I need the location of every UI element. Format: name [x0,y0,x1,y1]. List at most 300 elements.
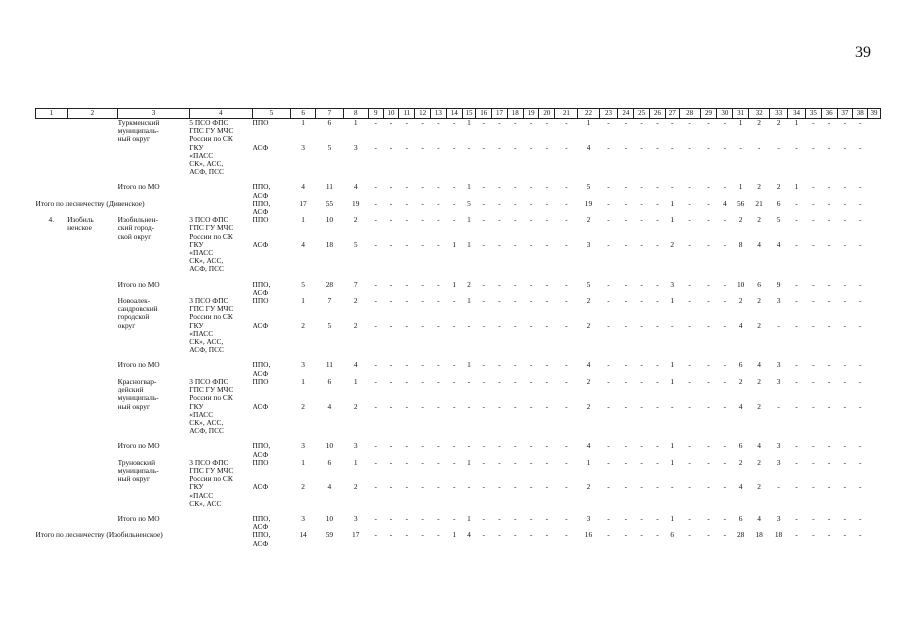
value-cell [415,127,431,135]
formation-type-cell: ППО [252,216,269,225]
value-cell: - [843,280,847,289]
value-cell [507,305,523,313]
value-cell [733,500,749,508]
value-cell [679,135,700,143]
value-cell: - [827,321,831,330]
value-cell [523,540,539,548]
value-cell [650,451,666,459]
value-cell: - [624,240,628,249]
value-cell [679,540,700,548]
value-cell [853,475,868,483]
forestry-cell [67,500,118,508]
value-cell [650,370,666,378]
value-cell: 3 [301,442,305,451]
value-cell [679,289,700,297]
value-cell [717,475,733,483]
column-number: 27 [665,109,679,119]
forestry-cell [67,208,118,216]
value-cell [399,338,415,346]
value-cell [507,208,523,216]
value-cell [805,249,821,257]
value-cell: - [529,280,533,289]
value-cell [837,330,853,338]
formation-type-cell: ППО [252,297,269,306]
row-number-cell [36,305,68,313]
table-row [36,459,881,467]
value-cell [290,411,315,419]
value-cell: - [795,321,798,330]
value-cell: - [514,143,517,152]
value-cell: - [607,297,610,306]
value-cell [476,257,492,265]
value-cell [821,135,837,143]
value-cell: - [843,199,847,208]
value-cell: - [514,531,517,540]
value-cell [446,427,462,435]
value-cell [492,394,508,402]
value-cell [599,346,618,354]
value-cell: - [812,458,815,467]
value-cell [788,127,806,135]
value-cell [634,127,650,135]
value-cell [770,475,788,483]
value-cell: - [688,442,691,451]
value-cell: - [843,402,847,411]
value-cell [650,386,666,394]
value-cell [805,427,821,435]
value-cell [578,152,599,160]
value-cell [290,467,315,475]
value-cell: - [723,118,727,127]
value-cell [700,523,717,531]
column-number: 12 [415,109,431,119]
value-cell [700,265,717,273]
value-cell: 2 [757,297,761,306]
formation-type-cell [253,346,291,354]
value-cell [853,265,868,273]
value-cell [618,152,634,160]
value-cell: - [795,458,798,467]
value-cell [507,313,523,321]
value-cell [788,346,806,354]
value-cell [717,152,733,160]
value-cell [788,135,806,143]
value-cell [399,451,415,459]
value-cell [343,127,368,135]
value-cell [383,370,399,378]
value-cell [837,313,853,321]
formation-type-cell: АСФ [252,450,269,459]
spacer-row [36,435,881,442]
value-cell: - [389,240,393,249]
row-number-cell [36,442,68,450]
value-cell [749,492,770,500]
value-cell [290,500,315,508]
value-cell [290,168,315,176]
value-cell [399,224,415,232]
value-cell [383,152,399,160]
value-cell [599,427,618,435]
value-cell: - [795,240,798,249]
value-cell: - [389,514,393,523]
value-cell [770,257,788,265]
forestry-cell [67,330,118,338]
value-cell: - [452,402,456,411]
value-cell [634,265,650,273]
value-cell: 17 [299,199,307,208]
value-cell [368,370,383,378]
value-cell: - [482,377,485,386]
value-cell [634,427,650,435]
column-number: 6 [290,109,315,119]
value-cell [343,265,368,273]
value-cell [492,313,508,321]
value-cell [837,500,853,508]
formation-type-cell [253,313,291,321]
value-cell: - [437,118,440,127]
value-cell [399,427,415,435]
value-cell [539,523,555,531]
value-cell [383,523,399,531]
value-cell: 2 [467,280,471,289]
formation-type-cell: ППО [252,458,269,467]
value-cell [539,313,555,321]
unit-cell: ГПС ГУ МЧС [189,305,234,314]
municipality-cell [118,208,190,216]
forestry-cell [67,168,118,176]
forestry-cell [67,135,118,143]
value-cell [618,467,634,475]
value-cell: - [795,280,798,289]
value-cell [578,265,599,273]
value-cell: - [529,361,533,370]
value-cell: - [452,297,456,306]
value-cell [805,394,821,402]
value-cell [539,346,555,354]
value-cell [462,313,476,321]
value-cell [868,386,881,394]
column-number: 10 [383,109,399,119]
value-cell [805,523,821,531]
value-cell [343,168,368,176]
value-cell [749,289,770,297]
value-cell: - [812,442,815,451]
value-cell [733,492,749,500]
value-cell: 3 [353,442,358,451]
forestry-cell [67,281,118,289]
formation-type-cell [253,492,291,500]
value-cell: 4 [586,143,591,152]
forestry-cell [67,386,118,394]
value-cell [805,492,821,500]
column-number: 2 [67,109,118,119]
value-cell [679,492,700,500]
value-cell [634,257,650,265]
value-cell [618,475,634,483]
value-cell [634,346,650,354]
value-cell [399,168,415,176]
value-cell: - [437,297,440,306]
value-cell [821,127,837,135]
value-cell [555,257,578,265]
value-cell [343,475,368,483]
value-cell [717,224,733,232]
table-row [36,515,881,523]
value-cell [679,475,700,483]
value-cell [770,467,788,475]
value-cell: - [498,361,501,370]
column-number: 34 [788,109,806,119]
value-cell [462,492,476,500]
value-cell [539,394,555,402]
value-cell [679,419,700,427]
value-cell: - [827,199,831,208]
unit-cell [189,208,252,216]
value-cell [599,451,618,459]
value-cell: - [624,442,628,451]
value-cell: - [514,458,517,467]
value-cell [868,459,881,467]
value-cell [383,289,399,297]
value-cell: - [467,442,471,451]
value-cell [383,346,399,354]
unit-cell [189,192,252,200]
value-cell [476,289,492,297]
value-cell [555,135,578,143]
spacer-cell [36,435,881,442]
value-cell [476,467,492,475]
value-cell [770,127,788,135]
formation-type-cell [253,305,291,313]
value-cell: 4 [353,183,358,192]
value-cell: - [624,118,628,127]
value-cell [665,492,679,500]
value-cell: 1 [301,297,305,306]
value-cell [749,475,770,483]
value-cell [733,523,749,531]
value-cell: - [482,118,485,127]
value-cell: - [795,483,798,492]
value-cell: - [607,143,610,152]
value-cell: 2 [757,183,761,192]
value-cell: 2 [301,402,305,411]
value-cell: - [545,280,549,289]
value-cell: - [437,216,440,225]
value-cell: - [827,240,831,249]
value-cell: 6 [738,514,743,523]
value-cell [383,419,399,427]
table-row [36,411,881,419]
value-cell: - [405,361,409,370]
value-cell [700,386,717,394]
value-cell [650,233,666,241]
value-cell [733,540,749,548]
value-cell [383,467,399,475]
value-cell [770,135,788,143]
value-cell: 5 [586,280,591,289]
value-cell: - [707,514,710,523]
value-cell [507,265,523,273]
value-cell [343,492,368,500]
value-cell: 1 [670,458,675,467]
value-cell [492,257,508,265]
unit-cell [189,370,252,378]
value-cell: - [498,143,501,152]
value-cell: - [795,514,798,523]
value-cell: - [777,402,780,411]
value-cell: 2 [738,216,743,225]
value-cell: 2 [776,183,781,192]
value-cell: - [452,458,456,467]
value-cell: - [405,280,409,289]
value-cell [634,500,650,508]
value-cell: - [688,531,691,540]
value-cell [749,540,770,548]
value-cell [555,330,578,338]
value-cell [599,370,618,378]
value-cell: - [640,280,643,289]
value-cell [476,523,492,531]
value-cell [446,523,462,531]
value-cell [383,127,399,135]
row-number-cell [36,297,68,305]
value-cell: 1 [467,458,471,467]
value-cell [733,467,749,475]
value-cell [837,451,853,459]
value-cell [539,127,555,135]
value-cell [399,305,415,313]
value-cell [539,249,555,257]
value-cell [523,492,539,500]
value-cell [634,192,650,200]
value-cell [368,346,383,354]
value-cell [749,152,770,160]
table-row [36,192,881,200]
value-cell [316,338,343,346]
value-cell: - [656,280,659,289]
value-cell: 6 [776,199,781,208]
value-cell [788,394,806,402]
value-cell: - [707,402,710,411]
value-cell [523,265,539,273]
value-cell: - [827,183,831,192]
value-cell: 6 [327,377,332,386]
value-cell [634,370,650,378]
value-cell: - [545,216,549,225]
value-cell [733,305,749,313]
table-row [36,305,881,313]
value-cell [733,330,749,338]
value-cell [462,386,476,394]
value-cell [837,492,853,500]
value-cell: 4 [327,402,332,411]
value-cell: - [482,143,485,152]
formation-type-cell [253,330,291,338]
value-cell: - [482,183,485,192]
value-cell [679,152,700,160]
value-cell: - [405,402,409,411]
value-cell [476,168,492,176]
value-cell [368,257,383,265]
value-cell [788,540,806,548]
value-cell: 1 [467,514,471,523]
value-cell [805,135,821,143]
value-cell [492,475,508,483]
value-cell [868,216,881,224]
value-cell: - [498,483,501,492]
value-cell: 18 [774,531,783,540]
value-cell: - [482,483,485,492]
value-cell [868,346,881,354]
municipality-cell: дейский [117,386,144,395]
value-cell [368,233,383,241]
row-number-cell [36,119,68,128]
municipality-cell [118,492,190,500]
value-cell [650,411,666,419]
value-cell [539,338,555,346]
value-cell [599,338,618,346]
forestry-cell [67,192,118,200]
value-cell [679,386,700,394]
value-cell [749,386,770,394]
value-cell: 1 [301,377,305,386]
value-cell: - [421,361,424,370]
value-cell [431,540,447,548]
value-cell [446,330,462,338]
value-cell [368,305,383,313]
column-number: 33 [770,109,788,119]
table-row [36,297,881,305]
column-number: 16 [476,109,492,119]
forestry-cell [67,475,118,483]
value-cell: - [514,240,517,249]
value-cell [316,289,343,297]
forestry-cell [67,427,118,435]
formation-type-cell [253,467,291,475]
value-cell [578,289,599,297]
value-cell [431,338,447,346]
value-cell: - [374,402,377,411]
value-cell: 4 [723,199,727,208]
value-cell: 3 [301,143,305,152]
value-cell: 1 [452,531,457,540]
value-cell [383,386,399,394]
forestry-cell [67,467,118,475]
value-cell [446,233,462,241]
value-cell: - [723,361,727,370]
value-cell: - [607,183,610,192]
value-cell [578,370,599,378]
forestry-cell [67,492,118,500]
value-cell [717,419,733,427]
value-cell: 6 [738,442,743,451]
value-cell [462,411,476,419]
value-cell [599,208,618,216]
value-cell [733,346,749,354]
value-cell [770,419,788,427]
value-cell [492,386,508,394]
value-cell [679,451,700,459]
value-cell: - [482,321,485,330]
formation-type-cell [253,127,291,135]
value-cell: - [452,216,456,225]
value-cell [700,135,717,143]
column-number: 24 [618,109,634,119]
value-cell [599,313,618,321]
value-cell [462,152,476,160]
value-cell: - [656,240,659,249]
value-cell [788,411,806,419]
